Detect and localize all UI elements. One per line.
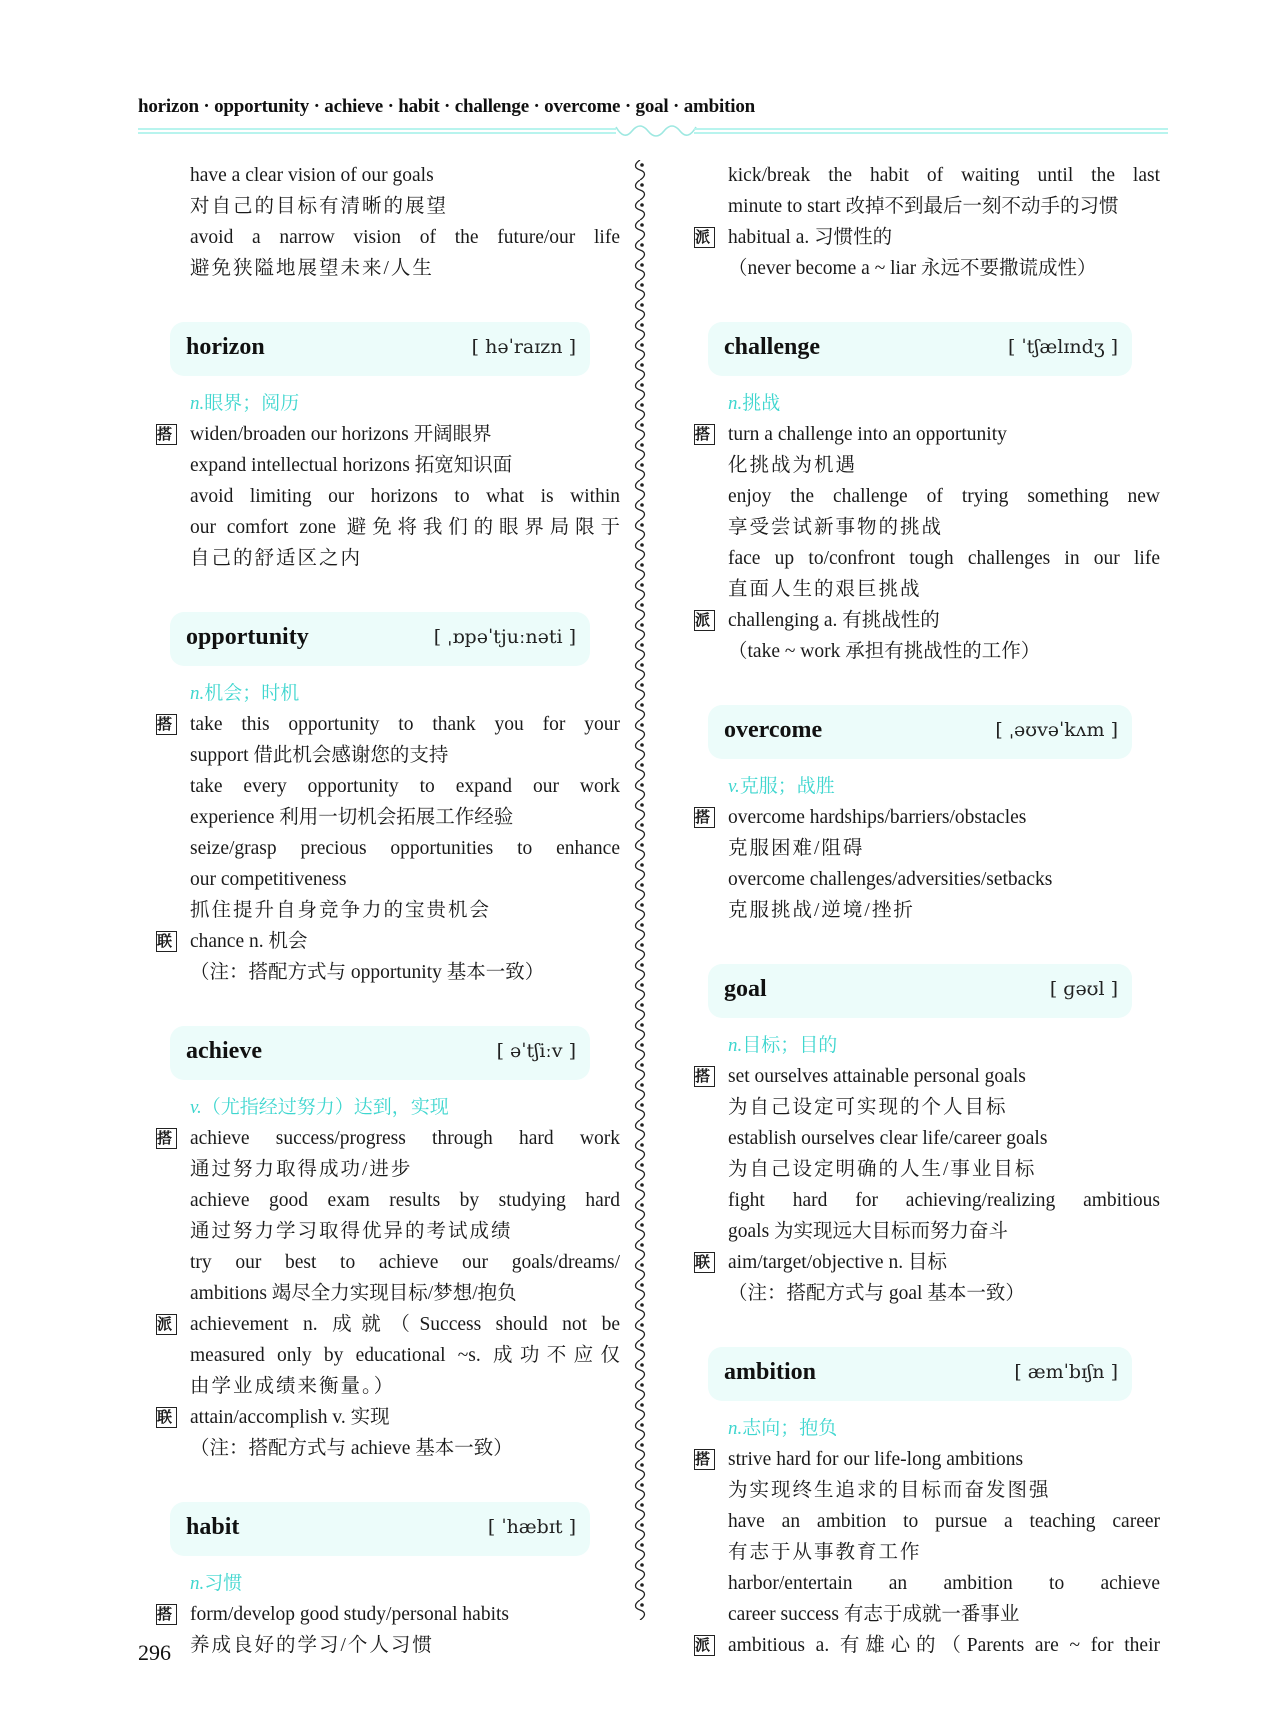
column-divider-wavy (632, 160, 648, 1620)
definition (190, 1092, 620, 1123)
collocation-line: take every opportunity to expand our work (190, 776, 620, 797)
entry-achieve (157, 1026, 620, 1464)
derivative-line: 由学业成绩来衡量。） (190, 1376, 396, 1397)
related-tag-icon: 联 (156, 931, 177, 952)
entry-opportunity (157, 612, 620, 988)
derivative-example: （take ~ work 承担有挑战性的工作） (728, 641, 1041, 662)
collocation-line: 搭 overcome hardships/barriers/obstacles (695, 807, 1027, 828)
part-of-speech: n. (728, 1418, 743, 1439)
derivative-tag-icon: 派 (156, 1314, 177, 1335)
derivative-line: 派 ambitious a. 有雄心的（Parents are ~ for their (695, 1635, 1160, 1656)
collocation-line: 克服困难/阻碍 (728, 838, 865, 859)
collocation-line: seize/grasp precious opportunities to enhance (190, 838, 620, 859)
meaning: 挑战 (742, 392, 781, 414)
collocation-line: 克服挑战/逆境/挫折 (728, 900, 915, 921)
meaning: 机会；时机 (204, 682, 300, 704)
pronunciation: [ həˈraɪzn ] (471, 336, 576, 358)
derivative-tag-icon: 派 (694, 227, 715, 248)
meaning: 克服；战胜 (739, 775, 835, 797)
headword-box (708, 322, 1132, 376)
collocation-line: 搭 set ourselves attainable personal goals (695, 1066, 1026, 1087)
headword-box (170, 322, 590, 376)
entry-horizon (157, 322, 620, 574)
collocation-line: 搭 achieve success/progress through hard work (157, 1128, 620, 1149)
pronunciation: [ ˈhæbɪt ] (487, 1516, 576, 1538)
header-ornament-rule (138, 124, 1168, 138)
collocation-tag-icon: 搭 (156, 714, 177, 735)
collocation-line: 直面人生的艰巨挑战 (728, 579, 922, 600)
meaning: 目标；目的 (742, 1034, 838, 1056)
collocation-line: ambitions 竭尽全力实现目标/梦想/抱负 (190, 1283, 517, 1304)
collocation-line: 通过努力取得成功/进步 (190, 1159, 413, 1180)
collocation-tag-icon: 搭 (694, 424, 715, 445)
collocation-line: avoid limiting our horizons to what is within (190, 486, 620, 507)
collocation-line: 化挑战为机遇 (728, 455, 858, 476)
note-line: （注：搭配方式与 goal 基本一致） (728, 1283, 1025, 1304)
part-of-speech: n. (728, 393, 743, 414)
collocation-line: fight hard for achieving/realizing ambitious (728, 1190, 1160, 1211)
definition (190, 388, 620, 419)
collocation-line: career success 有志于成就一番事业 (728, 1604, 1020, 1625)
meaning: 志向；抱负 (742, 1417, 838, 1439)
definition (728, 388, 1160, 419)
headword: goal (724, 976, 767, 1002)
collocation-line: 搭 take this opportunity to thank you for your (157, 714, 620, 735)
headword: achieve (186, 1038, 262, 1064)
headword: habit (186, 1514, 240, 1540)
headword: horizon (186, 334, 265, 360)
entry-challenge (695, 322, 1160, 667)
derivative-line: measured only by educational ~s. 成功不应仅 (190, 1345, 620, 1366)
related-line: 联 aim/target/objective n. 目标 (695, 1252, 947, 1273)
entry-goal (695, 964, 1160, 1309)
pronunciation: [ ɡəʊl ] (1049, 978, 1118, 1000)
collocation-line: experience 利用一切机会拓展工作经验 (190, 807, 514, 828)
collocation-line: 自己的舒适区之内 (190, 548, 363, 569)
part-of-speech: n. (190, 683, 205, 704)
headword-box (708, 964, 1132, 1018)
collocation-line: harbor/entertain an ambition to achieve (728, 1573, 1160, 1594)
collocation-tag-icon: 搭 (694, 1449, 715, 1470)
part-of-speech: n. (190, 1573, 205, 1594)
collocation-line: 为自己设定明确的人生/事业目标 (728, 1159, 1037, 1180)
collocation-tag-icon: 搭 (156, 1128, 177, 1149)
collocation-line: 抓住提升自身竞争力的宝贵机会 (190, 900, 492, 921)
continued-entry (695, 160, 1160, 284)
collocation-line: 搭 form/develop good study/personal habits (157, 1604, 509, 1625)
meaning: （尤指经过努力）达到，实现 (201, 1096, 449, 1118)
right-column (695, 160, 1160, 1661)
collocation-tag-icon: 搭 (694, 807, 715, 828)
headword-box (170, 1026, 590, 1080)
collocation-line: our comfort zone 避免将我们的眼界局限于 (190, 517, 620, 538)
collocation-line: achieve good exam results by studying hard (190, 1190, 620, 1211)
meaning: 眼界；阅历 (204, 392, 300, 414)
continued-entry (190, 160, 620, 284)
example-en: minute to start 改掉不到最后一刻不动手的习惯 (728, 196, 1119, 217)
collocation-line: establish ourselves clear life/career goals (728, 1128, 1048, 1149)
headword: overcome (724, 717, 823, 743)
example-en: have a clear vision of our goals (190, 165, 434, 186)
collocation-line: enjoy the challenge of trying something new (728, 486, 1160, 507)
collocation-line: 搭 turn a challenge into an opportunity (695, 424, 1007, 445)
collocation-line: 为自己设定可实现的个人目标 (728, 1097, 1008, 1118)
headword-box (708, 1347, 1132, 1401)
part-of-speech: n. (190, 393, 205, 414)
collocation-tag-icon: 搭 (156, 1604, 177, 1625)
collocation-line: face up to/confront tough challenges in our life (728, 548, 1160, 569)
collocation-line: expand intellectual horizons 拓宽知识面 (190, 455, 513, 476)
pronunciation: [ ˈtʃælɪndʒ ] (1007, 336, 1118, 358)
left-column (157, 160, 620, 1661)
derivative-line: 派 achievement n. 成就（Success should not be (157, 1314, 620, 1335)
collocation-tag-icon: 搭 (156, 424, 177, 445)
pronunciation: [ ˌəʊvəˈkʌm ] (995, 719, 1118, 741)
headword-box (170, 1502, 590, 1556)
collocation-line: 为实现终生追求的目标而奋发图强 (728, 1480, 1051, 1501)
derivative-tag-icon: 派 (694, 1635, 715, 1656)
collocation-line: support 借此机会感谢您的支持 (190, 745, 449, 766)
entry-overcome (695, 705, 1160, 926)
collocation-line: 享受尝试新事物的挑战 (728, 517, 944, 538)
derivative-tag-icon: 派 (694, 610, 715, 631)
collocation-tag-icon: 搭 (694, 1066, 715, 1087)
part-of-speech: n. (728, 1035, 743, 1056)
definition (728, 1030, 1160, 1061)
collocation-line: 养成良好的学习/个人习惯 (190, 1635, 434, 1656)
example-zh: 避免狭隘地展望未来/人生 (190, 258, 434, 279)
collocation-line: our competitiveness (190, 869, 347, 890)
running-head: horizon · opportunity · achieve · habit · challenge · overcome · goal · ambition (138, 96, 755, 117)
definition (190, 1568, 620, 1599)
note-line: （注：搭配方式与 opportunity 基本一致） (190, 962, 545, 983)
example-en: avoid a narrow vision of the future/our life (190, 227, 620, 248)
part-of-speech: v. (190, 1097, 202, 1118)
collocation-line: 通过努力学习取得优异的考试成绩 (190, 1221, 513, 1242)
collocation-line: goals 为实现远大目标而努力奋斗 (728, 1221, 1009, 1242)
related-line: 联 attain/accomplish v. 实现 (157, 1407, 390, 1428)
pronunciation: [ æmˈbɪʃn ] (1014, 1361, 1118, 1383)
example-zh: 对自己的目标有清晰的展望 (190, 196, 449, 217)
collocation-line: have an ambition to pursue a teaching career (728, 1511, 1160, 1532)
collocation-line: 有志于从事教育工作 (728, 1542, 922, 1563)
pronunciation: [ ˌɒpəˈtjuːnəti ] (433, 626, 576, 648)
definition (190, 678, 620, 709)
related-line: 联 chance n. 机会 (157, 931, 308, 952)
definition (728, 1413, 1160, 1444)
derivative-line: 派 habitual a. 习惯性的 (695, 227, 893, 248)
part-of-speech: v. (728, 776, 740, 797)
note-line: （注：搭配方式与 achieve 基本一致） (190, 1438, 513, 1459)
derivative-example: （never become a ~ liar 永远不要撒谎成性） (728, 258, 1097, 279)
headword: ambition (724, 1359, 817, 1385)
headword-box (708, 705, 1132, 759)
definition (728, 771, 1160, 802)
derivative-line: 派 challenging a. 有挑战性的 (695, 610, 940, 631)
meaning: 习惯 (204, 1572, 243, 1594)
headword: challenge (724, 334, 820, 360)
collocation-line: 搭 strive hard for our life-long ambitions (695, 1449, 1024, 1470)
collocation-line: overcome challenges/adversities/setbacks (728, 869, 1053, 890)
related-tag-icon: 联 (156, 1407, 177, 1428)
example-en: kick/break the habit of waiting until the last (728, 165, 1160, 186)
collocation-line: try our best to achieve our goals/dreams/ (190, 1252, 620, 1273)
related-tag-icon: 联 (694, 1252, 715, 1273)
collocation-line: 搭 widen/broaden our horizons 开阔眼界 (157, 424, 492, 445)
pronunciation: [ əˈtʃiːv ] (496, 1040, 576, 1062)
entry-habit (157, 1502, 620, 1661)
page-number: 296 (138, 1640, 171, 1665)
entry-ambition (695, 1347, 1160, 1661)
headword-box (170, 612, 590, 666)
headword: opportunity (186, 624, 309, 650)
